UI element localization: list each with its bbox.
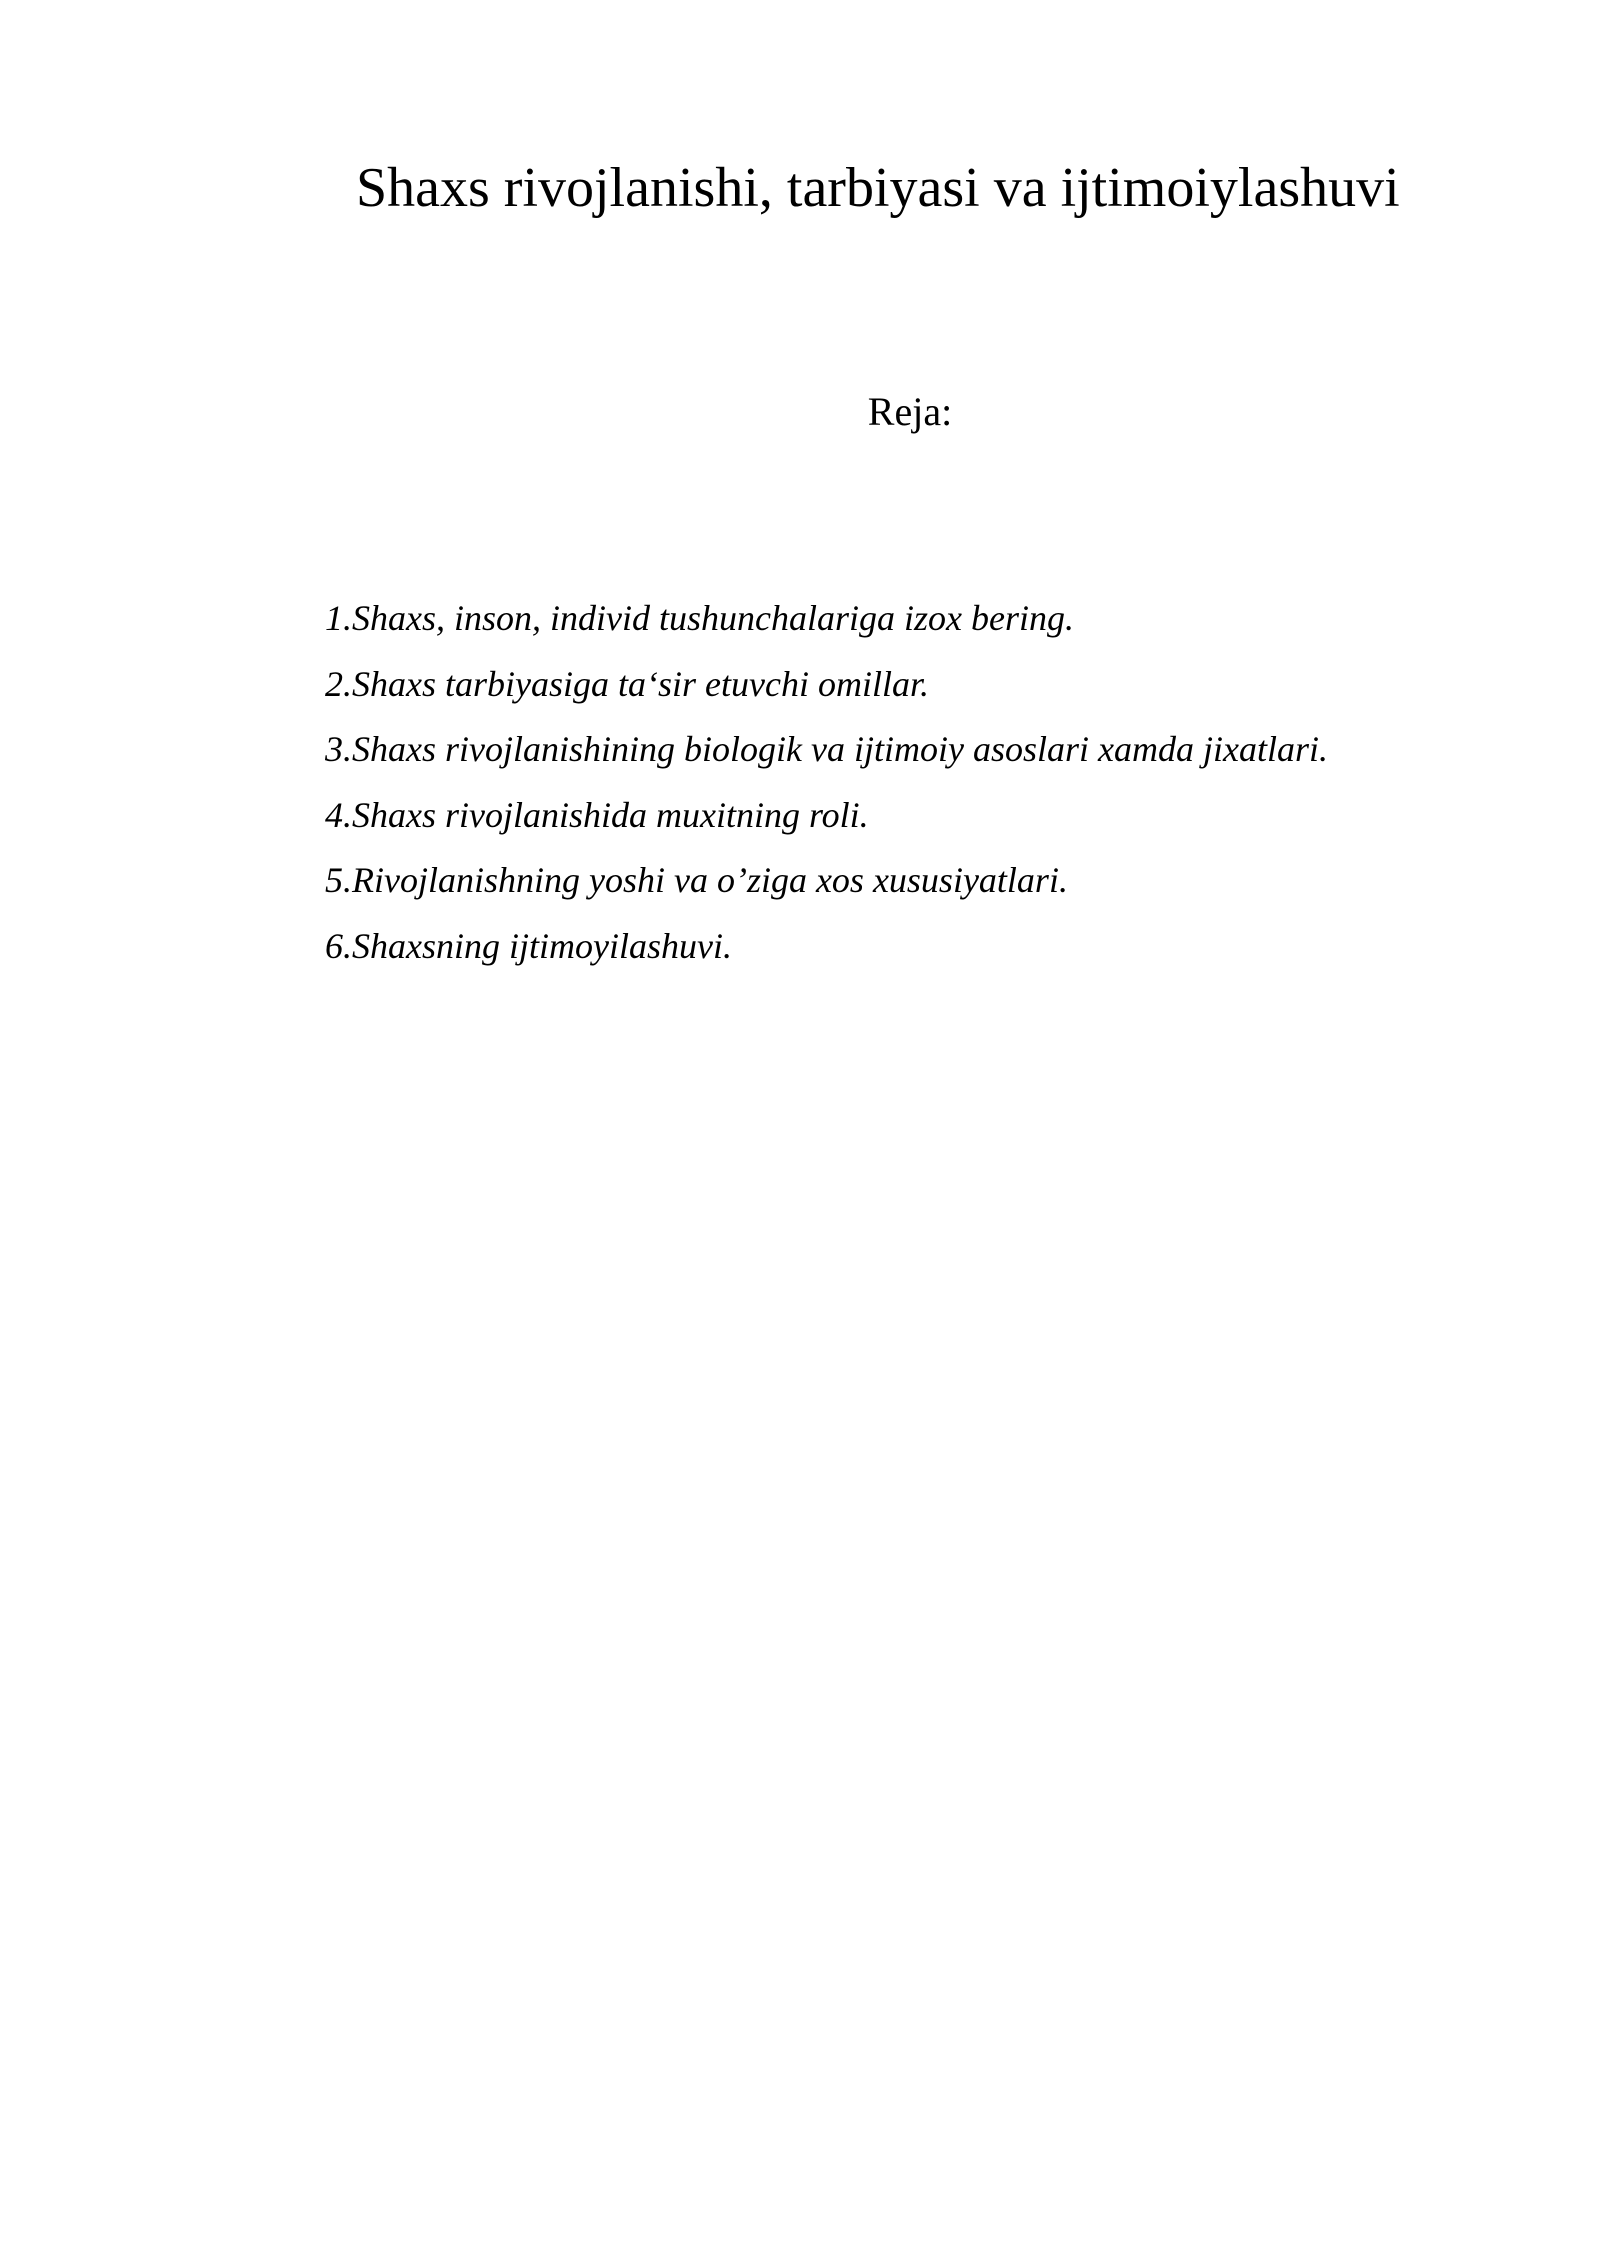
plan-item: 4.Shaxs rivojlanishida muxitning roli. — [325, 794, 869, 835]
plan-item: 6.Shaxsning ijtimoyilashuvi. — [325, 925, 732, 966]
document-title: Shaxs rivojlanishi, tarbiyasi va ijtimoiylashuvi — [356, 157, 1400, 219]
plan-heading: Reja: — [867, 389, 953, 434]
plan-list — [325, 586, 1328, 979]
plan-item: 2.Shaxs tarbiyasiga ta‘sir etuvchi omillar. — [325, 663, 929, 704]
plan-item: 3.Shaxs rivojlanishining biologik va ijtimoiy asoslari xamda jixatlari. — [325, 729, 1328, 769]
plan-item: 5.Rivojlanishning yoshi va o’ziga xos xususiyatlari. — [325, 860, 1068, 900]
plan-item: 1.Shaxs, inson, individ tushunchalariga izox bering. — [325, 598, 1074, 638]
